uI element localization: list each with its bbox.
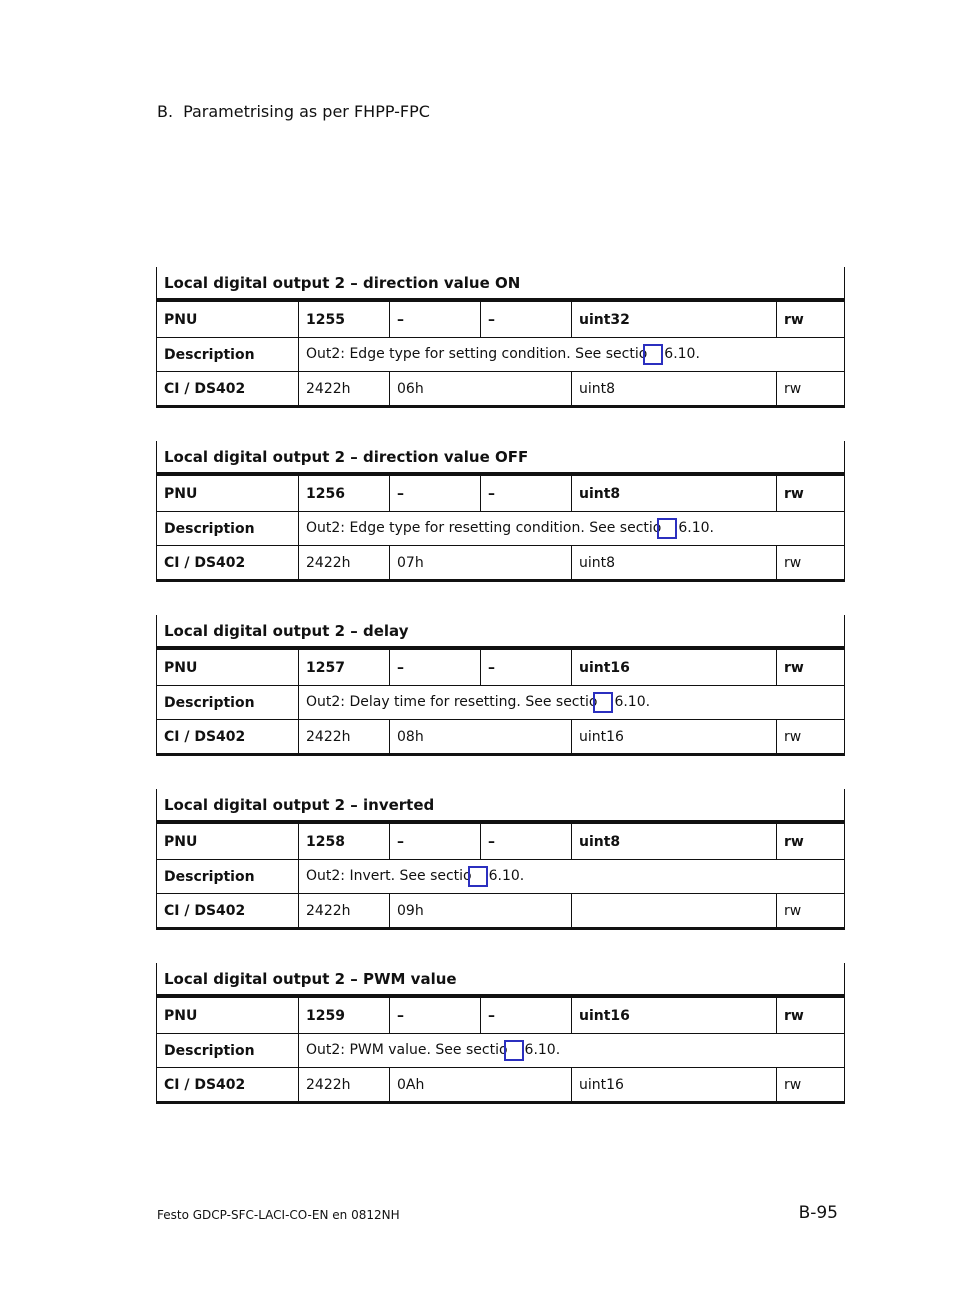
pnu-label: PNU	[157, 822, 299, 860]
pnu-label: PNU	[157, 300, 299, 338]
access: rw	[777, 474, 845, 512]
access: rw	[777, 648, 845, 686]
subindex-1: –	[390, 474, 481, 512]
ci-access: rw	[777, 720, 845, 755]
section-link[interactable]	[504, 1040, 524, 1061]
access: rw	[777, 300, 845, 338]
subindex-2: –	[481, 822, 572, 860]
subindex-1: –	[390, 300, 481, 338]
ci-access: rw	[777, 546, 845, 581]
section-heading	[157, 102, 430, 121]
section-number: B.	[157, 102, 174, 121]
table-title: Local digital output 2 – direction value ON	[157, 267, 845, 300]
ci-type: uint8	[572, 372, 777, 407]
ci-index: 2422h	[299, 546, 390, 581]
ci-access: rw	[777, 372, 845, 407]
ci-index: 2422h	[299, 720, 390, 755]
pnu-value: 1255	[299, 300, 390, 338]
description-text: Out2: Edge type for setting condition. See sectio 6.10.	[299, 338, 845, 372]
pnu-label: PNU	[157, 996, 299, 1034]
ci-subindex: 06h	[390, 372, 572, 407]
ci-label: CI / DS402	[157, 894, 299, 929]
description-label: Description	[157, 860, 299, 894]
parameter-table	[156, 963, 845, 1104]
pnu-value: 1259	[299, 996, 390, 1034]
description-label: Description	[157, 1034, 299, 1068]
table-title: Local digital output 2 – direction value OFF	[157, 441, 845, 474]
subindex-1: –	[390, 822, 481, 860]
access: rw	[777, 996, 845, 1034]
subindex-2: –	[481, 648, 572, 686]
subindex-2: –	[481, 300, 572, 338]
subindex-2: –	[481, 996, 572, 1034]
pnu-label: PNU	[157, 474, 299, 512]
ci-index: 2422h	[299, 372, 390, 407]
access: rw	[777, 822, 845, 860]
ci-type	[572, 894, 777, 929]
table-title: Local digital output 2 – inverted	[157, 789, 845, 822]
parameter-table	[156, 267, 845, 408]
ci-type: uint16	[572, 720, 777, 755]
parameter-table	[156, 615, 845, 756]
ci-label: CI / DS402	[157, 372, 299, 407]
section-link[interactable]	[468, 866, 488, 887]
ci-subindex: 09h	[390, 894, 572, 929]
section-link[interactable]	[643, 344, 663, 365]
subindex-1: –	[390, 648, 481, 686]
ci-access: rw	[777, 1068, 845, 1103]
pnu-value: 1257	[299, 648, 390, 686]
pnu-label: PNU	[157, 648, 299, 686]
section-link[interactable]	[593, 692, 613, 713]
data-type: uint8	[572, 822, 777, 860]
parameter-table	[156, 441, 845, 582]
data-type: uint8	[572, 474, 777, 512]
ci-label: CI / DS402	[157, 720, 299, 755]
description-text: Out2: Delay time for resetting. See sectio 6.10.	[299, 686, 845, 720]
data-type: uint16	[572, 648, 777, 686]
pnu-value: 1258	[299, 822, 390, 860]
page-number: B-95	[798, 1203, 838, 1223]
description-text: Out2: PWM value. See sectio 6.10.	[299, 1034, 845, 1068]
parameter-table	[156, 789, 845, 930]
subindex-2: –	[481, 474, 572, 512]
ci-label: CI / DS402	[157, 546, 299, 581]
data-type: uint16	[572, 996, 777, 1034]
ci-subindex: 07h	[390, 546, 572, 581]
table-title: Local digital output 2 – PWM value	[157, 963, 845, 996]
description-text: Out2: Edge type for resetting condition. See sectio 6.10.	[299, 512, 845, 546]
description-text: Out2: Invert. See sectio 6.10.	[299, 860, 845, 894]
ci-subindex: 08h	[390, 720, 572, 755]
section-title: Parametrising as per FHPP-FPC	[183, 102, 430, 121]
description-label: Description	[157, 512, 299, 546]
subindex-1: –	[390, 996, 481, 1034]
ci-type: uint8	[572, 546, 777, 581]
section-link[interactable]	[657, 518, 677, 539]
footer-document-id: Festo GDCP-SFC-LACI-CO-EN en 0812NH	[157, 1208, 400, 1222]
ci-index: 2422h	[299, 894, 390, 929]
ci-subindex: 0Ah	[390, 1068, 572, 1103]
ci-label: CI / DS402	[157, 1068, 299, 1103]
table-title: Local digital output 2 – delay	[157, 615, 845, 648]
ci-type: uint16	[572, 1068, 777, 1103]
description-label: Description	[157, 338, 299, 372]
data-type: uint32	[572, 300, 777, 338]
ci-access: rw	[777, 894, 845, 929]
ci-index: 2422h	[299, 1068, 390, 1103]
description-label: Description	[157, 686, 299, 720]
pnu-value: 1256	[299, 474, 390, 512]
